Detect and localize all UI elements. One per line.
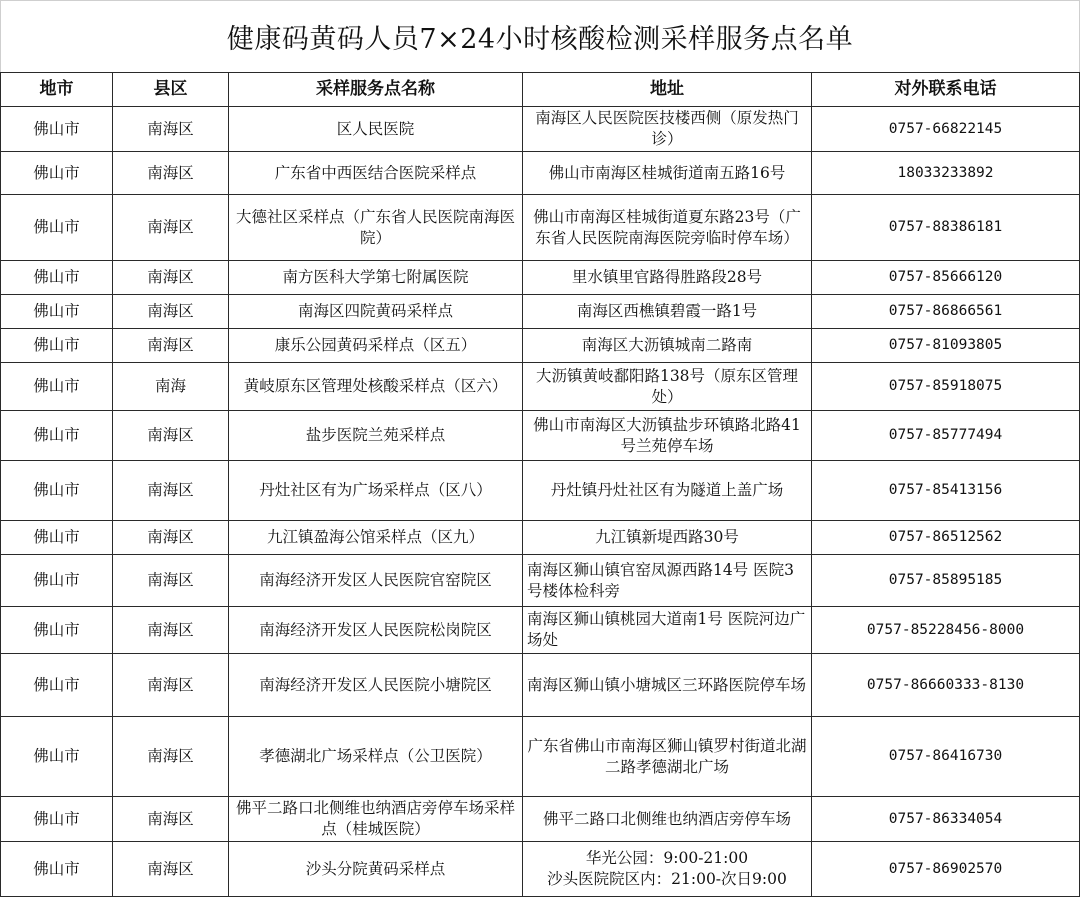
cell-city: 佛山市 [1,363,113,411]
cell-address: 南海区狮山镇官窑凤源西路14号 医院3号楼体检科旁 [523,555,812,607]
cell-phone: 0757-81093805 [812,329,1080,363]
cell-site: 南海经济开发区人民医院小塘院区 [229,654,523,717]
table-row [1,461,1080,521]
cell-address: 佛山市南海区大沥镇盐步环镇路北路41号兰苑停车场 [523,411,812,461]
cell-site: 佛平二路口北侧维也纳酒店旁停车场采样点（桂城医院） [229,797,523,842]
cell-city: 佛山市 [1,521,113,555]
cell-city: 佛山市 [1,555,113,607]
table-row [1,555,1080,607]
cell-site: 大德社区采样点（广东省人民医院南海医院） [229,195,523,261]
cell-city: 佛山市 [1,607,113,654]
cell-phone: 0757-85777494 [812,411,1080,461]
cell-city: 佛山市 [1,107,113,152]
cell-site: 南方医科大学第七附属医院 [229,261,523,295]
cell-phone: 0757-85918075 [812,363,1080,411]
table-row [1,521,1080,555]
cell-address: 南海区人民医院医技楼西侧（原发热门诊） [523,107,812,152]
cell-address: 南海区西樵镇碧霞一路1号 [523,295,812,329]
table-row [1,654,1080,717]
cell-address: 南海区狮山镇小塘城区三环路医院停车场 [523,654,812,717]
header-address: 地址 [523,73,812,107]
table-row [1,107,1080,152]
cell-city: 佛山市 [1,842,113,897]
cell-city: 佛山市 [1,152,113,195]
cell-phone: 0757-85228456-8000 [812,607,1080,654]
cell-phone: 0757-86512562 [812,521,1080,555]
cell-district: 南海区 [113,797,229,842]
cell-district: 南海区 [113,261,229,295]
cell-district: 南海 [113,363,229,411]
table-row [1,797,1080,842]
cell-district: 南海区 [113,717,229,797]
table-row [1,261,1080,295]
header-row [1,73,1080,107]
cell-phone: 0757-85895185 [812,555,1080,607]
cell-district: 南海区 [113,329,229,363]
header-district: 县区 [113,73,229,107]
table-row [1,607,1080,654]
cell-address: 丹灶镇丹灶社区有为隧道上盖广场 [523,461,812,521]
cell-phone: 0757-86334054 [812,797,1080,842]
cell-site: 康乐公园黄码采样点（区五） [229,329,523,363]
cell-address: 南海区狮山镇桃园大道南1号 医院河边广场处 [523,607,812,654]
header-site: 采样服务点名称 [229,73,523,107]
header-phone: 对外联系电话 [812,73,1080,107]
cell-phone: 0757-86660333-8130 [812,654,1080,717]
cell-city: 佛山市 [1,654,113,717]
sampling-sites-table [0,72,1080,897]
cell-address: 大沥镇黄岐鄱阳路138号（原东区管理处） [523,363,812,411]
table-row [1,717,1080,797]
cell-site: 南海经济开发区人民医院松岗院区 [229,607,523,654]
cell-phone: 0757-86902570 [812,842,1080,897]
cell-phone: 0757-66822145 [812,107,1080,152]
table-row [1,411,1080,461]
table-row [1,295,1080,329]
cell-district: 南海区 [113,195,229,261]
header-city: 地市 [1,73,113,107]
cell-city: 佛山市 [1,261,113,295]
cell-address: 南海区大沥镇城南二路南 [523,329,812,363]
cell-site: 南海区四院黄码采样点 [229,295,523,329]
cell-address: 广东省佛山市南海区狮山镇罗村街道北湖二路孝德湖北广场 [523,717,812,797]
cell-site: 黄岐原东区管理处核酸采样点（区六） [229,363,523,411]
cell-city: 佛山市 [1,461,113,521]
cell-district: 南海区 [113,295,229,329]
cell-phone: 0757-85413156 [812,461,1080,521]
cell-phone: 0757-85666120 [812,261,1080,295]
cell-site: 区人民医院 [229,107,523,152]
cell-district: 南海区 [113,107,229,152]
table-row [1,329,1080,363]
table-row [1,152,1080,195]
table-row [1,842,1080,897]
cell-site: 孝德湖北广场采样点（公卫医院） [229,717,523,797]
cell-district: 南海区 [113,152,229,195]
cell-district: 南海区 [113,555,229,607]
cell-site: 广东省中西医结合医院采样点 [229,152,523,195]
cell-district: 南海区 [113,654,229,717]
cell-city: 佛山市 [1,329,113,363]
sheet-title: 健康码黄码人员7×24小时核酸检测采样服务点名单 [0,0,1080,72]
cell-phone: 0757-86416730 [812,717,1080,797]
cell-phone: 18033233892 [812,152,1080,195]
cell-address: 华光公园：9:00-21:00 沙头医院院区内：21:00-次日9:00 [523,842,812,897]
cell-district: 南海区 [113,842,229,897]
cell-address: 佛山市南海区桂城街道夏东路23号（广东省人民医院南海医院旁临时停车场） [523,195,812,261]
cell-phone: 0757-86866561 [812,295,1080,329]
cell-address: 佛平二路口北侧维也纳酒店旁停车场 [523,797,812,842]
table-row [1,363,1080,411]
cell-city: 佛山市 [1,195,113,261]
cell-site: 沙头分院黄码采样点 [229,842,523,897]
cell-city: 佛山市 [1,411,113,461]
cell-address: 九江镇新堤西路30号 [523,521,812,555]
cell-site: 丹灶社区有为广场采样点（区八） [229,461,523,521]
table-row [1,195,1080,261]
cell-phone: 0757-88386181 [812,195,1080,261]
cell-city: 佛山市 [1,295,113,329]
cell-address: 佛山市南海区桂城街道南五路16号 [523,152,812,195]
cell-city: 佛山市 [1,717,113,797]
cell-address: 里水镇里官路得胜路段28号 [523,261,812,295]
cell-site: 盐步医院兰苑采样点 [229,411,523,461]
cell-district: 南海区 [113,607,229,654]
cell-city: 佛山市 [1,797,113,842]
cell-district: 南海区 [113,411,229,461]
cell-district: 南海区 [113,521,229,555]
cell-district: 南海区 [113,461,229,521]
cell-site: 九江镇盈海公馆采样点（区九） [229,521,523,555]
cell-site: 南海经济开发区人民医院官窑院区 [229,555,523,607]
